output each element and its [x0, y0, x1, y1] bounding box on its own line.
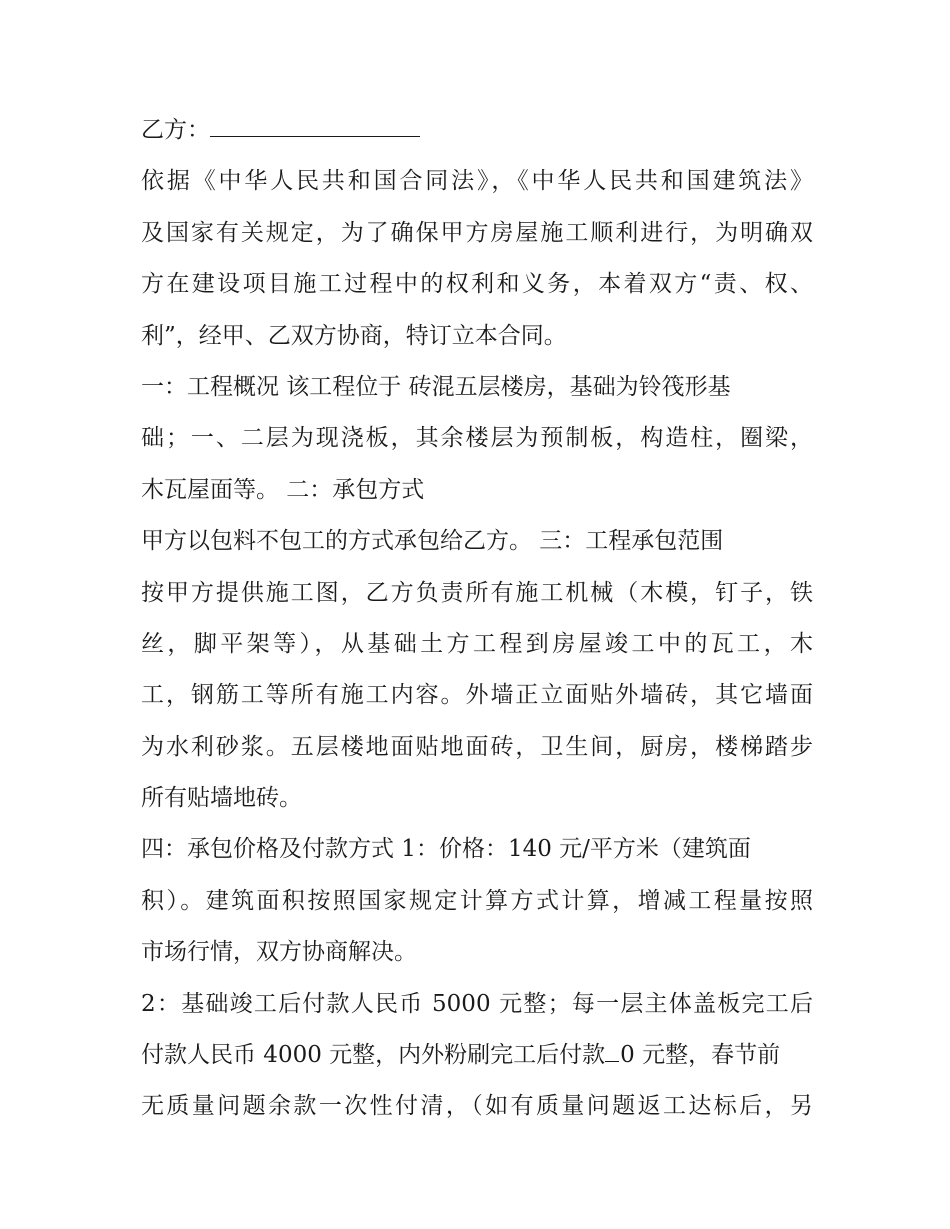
party-b-blank	[210, 114, 420, 137]
payment-blank	[605, 1039, 619, 1062]
contract-text	[141, 111, 813, 1139]
text-line: 按甲方提供施工图，乙方负责所有施工机械（木模，钉子，铁	[141, 579, 813, 606]
text-line: 丝，脚平架等），从基础土方工程到房屋竣工中的瓦工，木	[141, 630, 813, 657]
party-b-label: 乙方：	[141, 117, 210, 143]
text-line: 木瓦屋面等。 二：承包方式	[141, 476, 425, 503]
payment-text-part2: 0 元整，春节前	[620, 1042, 781, 1069]
party-b-line	[141, 111, 813, 162]
text-line: 甲方以包料不包工的方式承包给乙方。 三：工程承包范围	[141, 528, 724, 555]
text-line: 四：承包价格及付款方式 1：价格：140 元/平方米（建筑面	[141, 836, 751, 863]
text-line: 2：基础竣工后付款人民币 5000 元整；每一层主体盖板完工后	[141, 990, 813, 1017]
text-line: 依据《中华人民共和国合同法》，《中华人民共和国建筑法》	[141, 168, 813, 195]
text-line: 为水利砂浆。五层楼地面贴地面砖，卫生间，厨房，楼梯踏步	[141, 733, 813, 760]
text-line: 础；一、二层为现浇板，其余楼层为预制板，构造柱，圈梁，	[141, 425, 813, 452]
text-line: 及国家有关规定，为了确保甲方房屋施工顺利进行，为明确双	[141, 219, 813, 246]
text-line: 方在建设项目施工过程中的权利和义务，本着双方“责、权、	[141, 271, 813, 298]
text-line: 一：工程概况 该工程位于 砖混五层楼房，基础为铃筏形基	[141, 373, 731, 400]
payment-line	[141, 1036, 813, 1087]
text-line: 利”，经甲、乙双方协商，特订立本合同。	[141, 322, 567, 349]
payment-text-part1: 付款人民币 4000 元整，内外粉刷完工后付款	[141, 1042, 606, 1069]
text-line: 工，钢筋工等所有施工内容。外墙正立面贴外墙砖，其它墙面	[141, 682, 813, 709]
text-line: 市场行情，双方协商解决。	[141, 939, 417, 966]
text-line: 积）。建筑面积按照国家规定计算方式计算，增减工程量按照	[141, 887, 813, 914]
text-line: 所有贴墙地砖。	[141, 785, 302, 812]
text-line: 无质量问题余款一次性付清，（如有质量问题返工达标后，另	[141, 1093, 813, 1120]
